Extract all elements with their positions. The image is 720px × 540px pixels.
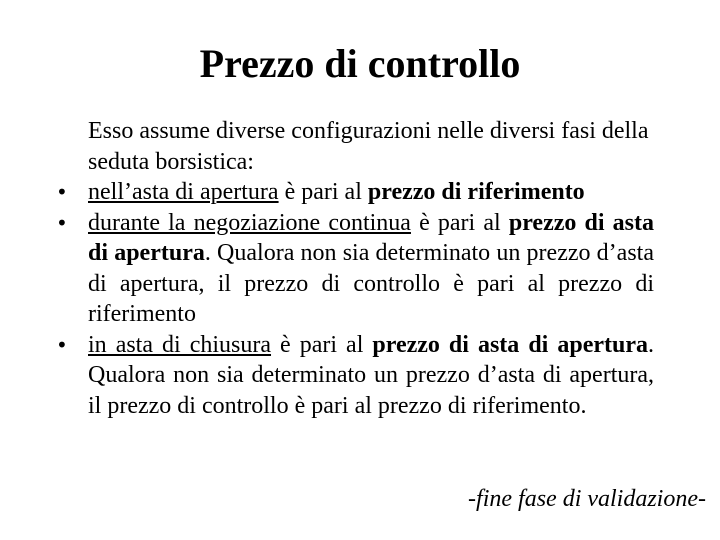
item-emphasis: prezzo di riferimento	[367, 179, 585, 205]
list-item	[56, 177, 654, 208]
item-text: è pari al	[410, 209, 509, 236]
item-text-tail: . Qualora non sia determinato un prezzo d’asta di apertura, il prezzo di controllo è pari al prezzo di riferimento.	[88, 331, 655, 419]
slide-body	[56, 116, 654, 421]
bullet-icon: •	[56, 180, 68, 204]
phase-label: durante la negoziazione continua	[88, 209, 411, 236]
item-emphasis: prezzo di asta di apertura	[88, 209, 655, 266]
item-emphasis: prezzo di asta di apertura	[372, 331, 649, 358]
footer-note: -fine fase di validazione-	[468, 486, 706, 512]
bullet-icon: •	[56, 332, 68, 357]
item-text-tail: . Qualora non sia determinato un prezzo d’asta di apertura, il prezzo di controllo è pari al prezzo di riferimento	[88, 240, 654, 327]
item-text: è pari al	[271, 331, 373, 358]
intro-text: Esso assume diverse configurazioni nelle diversi fasi della seduta borsistica:	[88, 118, 649, 175]
phase-label: nell’asta di apertura	[88, 179, 279, 205]
list-item	[56, 330, 654, 422]
phase-label: in asta di chiusura	[88, 331, 272, 358]
list-item	[56, 208, 654, 330]
item-text: è pari al	[278, 179, 368, 205]
bullet-list	[56, 177, 654, 421]
slide-title: Prezzo di controllo	[199, 41, 521, 86]
bullet-icon: •	[56, 210, 68, 235]
